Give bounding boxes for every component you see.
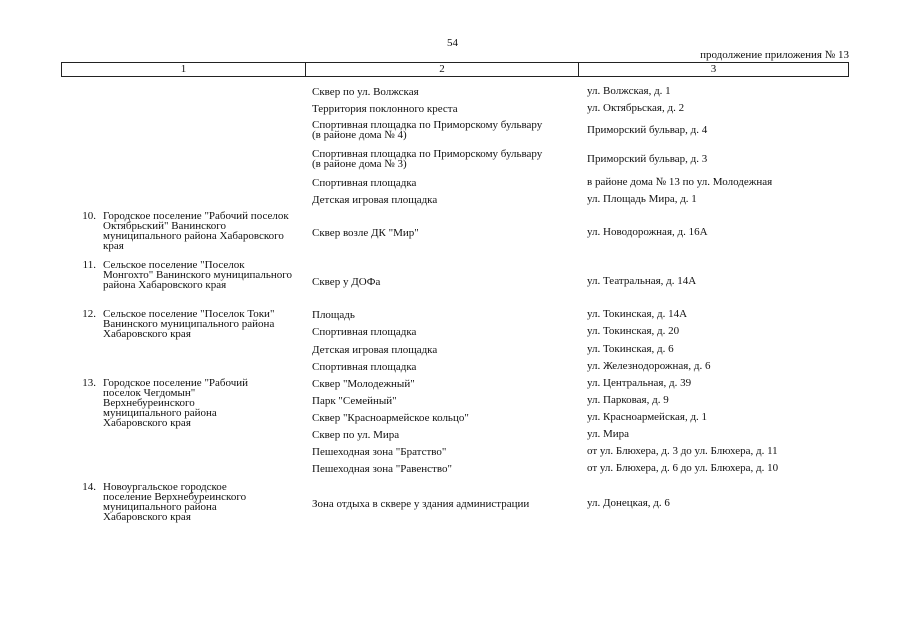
address-cell: ул. Красноармейская, д. 1 [587,411,708,423]
page-number: 54 [447,37,458,49]
object-cell: Сквер по ул. Мира [312,429,400,441]
header-col-2: 2 [306,63,579,76]
municipality-cell: Городское поселение "Рабочий поселок Чегдомын" Верхнебуреинского муниципального района Хабаровского края [103,377,249,429]
object-cell: Спортивная площадка по Приморскому бульвару (в районе дома № 3) [312,148,543,170]
address-cell: ул. Токинская, д. 14А [587,308,688,320]
object-cell: Сквер возле ДК "Мир" [312,227,419,239]
municipality-cell: Сельское поселение "Поселок Токи" Ванинского муниципального района Хабаровского края [103,308,275,340]
municipality-cell: Сельское поселение "Поселок Монгохто" Ванинского муниципального района Хабаровского края [103,259,293,291]
row-number: 14. [82,481,96,493]
address-cell: ул. Мира [587,428,630,440]
object-cell: Детская игровая площадка [312,344,438,356]
address-cell: ул. Площадь Мира, д. 1 [587,193,697,205]
object-cell: Сквер по ул. Волжская [312,86,419,98]
object-cell: Сквер "Красноармейское кольцо" [312,412,469,424]
address-cell: ул. Октябрьская, д. 2 [587,102,685,114]
object-cell: Сквер у ДОФа [312,276,381,288]
address-cell: ул. Парковая, д. 9 [587,394,669,406]
address-cell: ул. Новодорожная, д. 16А [587,226,708,238]
address-cell: от ул. Блюхера, д. 3 до ул. Блюхера, д. 11 [587,445,778,457]
object-cell: Пешеходная зона "Братство" [312,446,447,458]
address-cell: ул. Театральная, д. 14А [587,275,697,287]
header-col-1: 1 [62,63,306,76]
object-cell: Пешеходная зона "Равенство" [312,463,452,475]
address-cell: Приморский бульвар, д. 3 [587,153,708,165]
object-cell: Сквер "Молодежный" [312,378,415,390]
object-cell: Спортивная площадка по Приморскому бульвару (в районе дома № 4) [312,119,543,141]
row-number: 11. [82,259,96,271]
municipality-cell: Новоургальское городское поселение Верхнебуреинского муниципального района Хабаровского края [103,481,247,523]
object-cell: Площадь [312,309,355,321]
object-cell: Территория поклонного креста [312,103,458,115]
table-header [61,62,849,77]
address-cell: Приморский бульвар, д. 4 [587,124,708,136]
object-cell: Парк "Семейный" [312,395,397,407]
row-number: 13. [82,377,96,389]
municipality-cell: Городское поселение "Рабочий поселок Октябрьский" Ванинского муниципального района Хабаровского края [103,210,289,252]
header-col-3: 3 [710,63,717,75]
address-cell: ул. Токинская, д. 6 [587,343,674,355]
address-cell: в районе дома № 13 по ул. Молодежная [587,176,773,188]
row-number: 12. [82,308,96,320]
address-cell: от ул. Блюхера, д. 6 до ул. Блюхера, д. 10 [587,462,779,474]
continuation-label: продолжение приложения № 13 [700,49,849,61]
object-cell: Спортивная площадка [312,177,417,189]
address-cell: ул. Токинская, д. 20 [587,325,680,337]
object-cell: Спортивная площадка [312,326,417,338]
object-cell: Зона отдыха в сквере у здания администрации [312,498,530,510]
address-cell: ул. Донецкая, д. 6 [587,497,670,509]
row-number: 10. [82,210,96,222]
object-cell: Детская игровая площадка [312,194,438,206]
address-cell: ул. Железнодорожная, д. 6 [587,360,711,372]
address-cell: ул. Волжская, д. 1 [587,85,671,97]
object-cell: Спортивная площадка [312,361,417,373]
address-cell: ул. Центральная, д. 39 [587,377,692,389]
